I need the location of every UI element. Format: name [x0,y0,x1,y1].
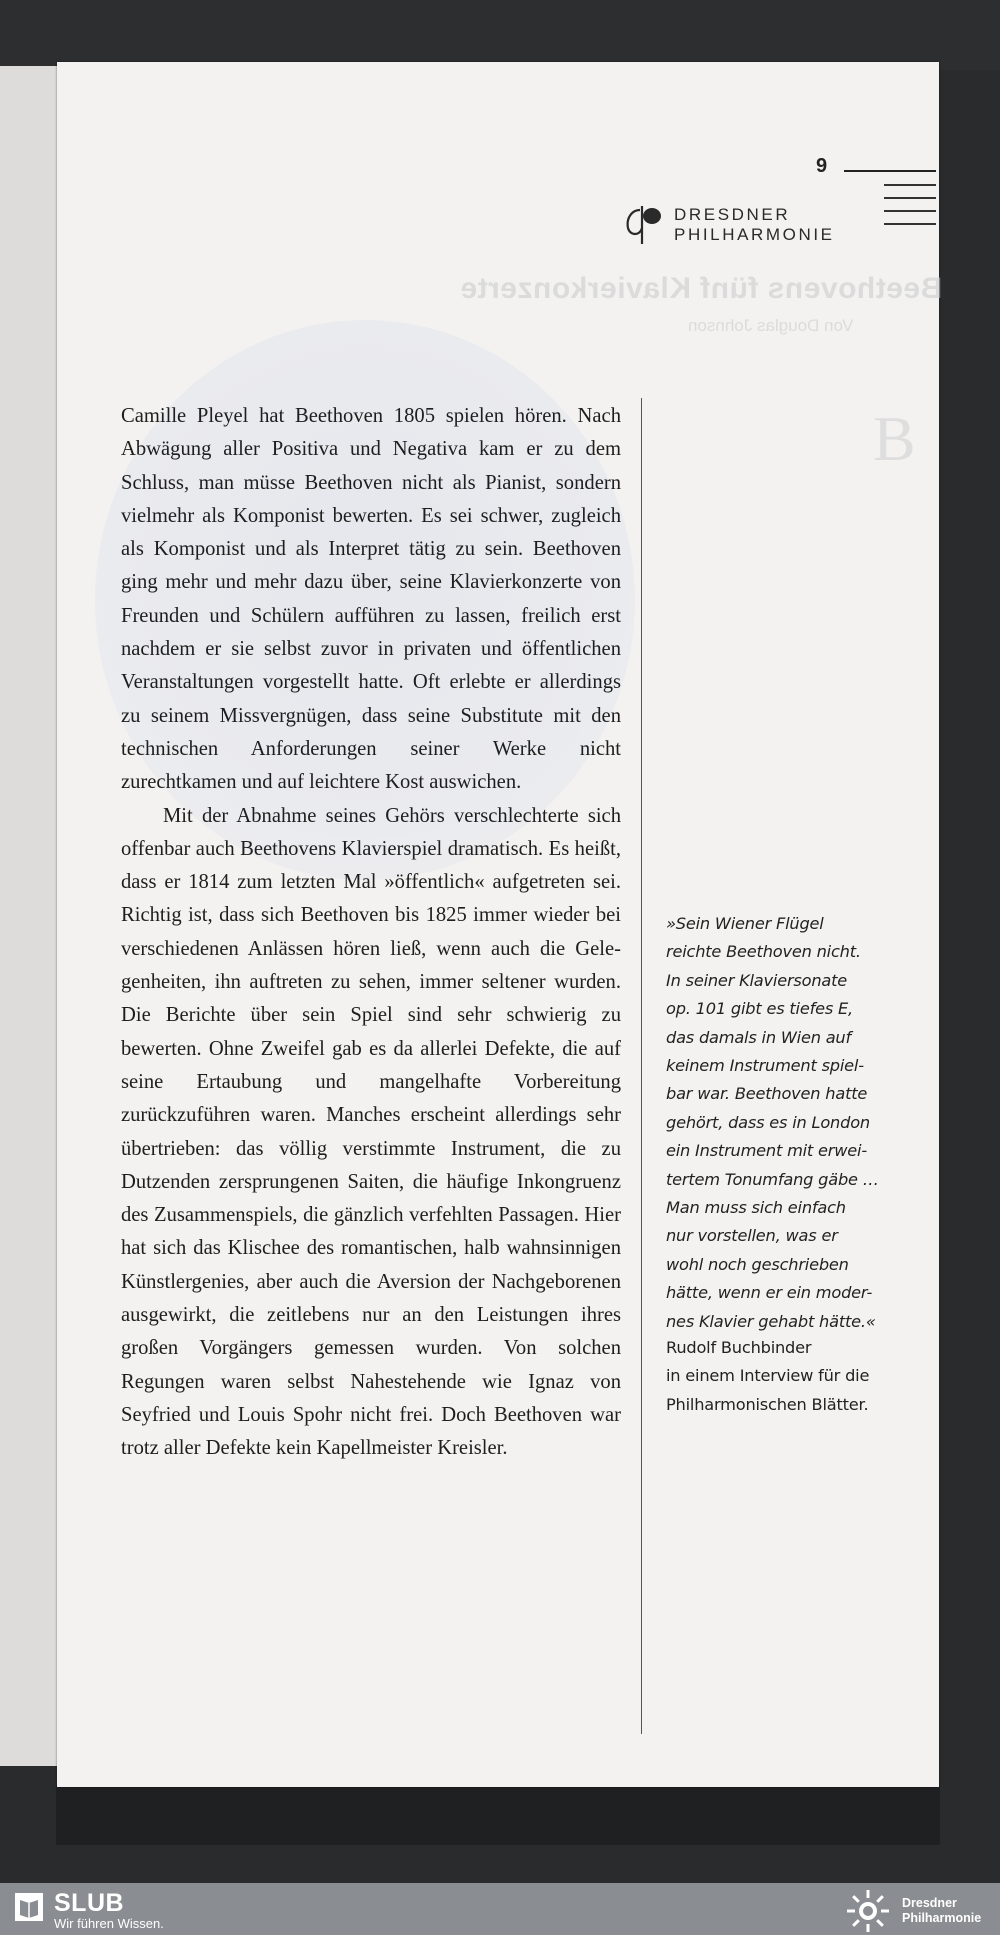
philharmonie-logo-icon [620,202,670,248]
quote-attribution [666,1334,906,1419]
quote-line: wohl noch geschrieben [666,1254,849,1274]
previous-page-edge [0,66,58,1766]
quote-line: ein Instrument mit erwei- [666,1141,867,1161]
quote-line: In seiner Klaviersonate [666,970,848,990]
logo-text-line1: DRESDNER [674,205,791,224]
pull-quote [666,910,906,1336]
quote-line: das damals in Wien auf [666,1027,851,1047]
dp-text-line1: Dresdner [902,1896,957,1910]
quote-line: »Sein Wiener Flügel [666,914,824,933]
dresdner-philharmonie-logo [620,202,835,248]
scan-background-top [0,0,1000,70]
slub-name: SLUB [54,1889,125,1917]
logo-text-line2: PHILHARMONIE [674,225,835,244]
main-body-text [121,400,621,1466]
quote-line: nes Klavier gehabt hätte.« [666,1311,876,1331]
sunburst-logo-icon [842,1889,894,1933]
slub-logo[interactable] [14,1890,164,1932]
scan-background-bottom [56,1785,940,1845]
paragraph: Camille Pleyel hat Beethoven 1805 spielen hören. Nach Abwägung aller Positiva und Negativa kam er zu dem Schluss, man müsse Beethoven nicht als Pianist, sondern vielmehr als Komponist bewerten. Es sei schwer, zugleich als Komponist und als Interpret tätig zu sein. Beethoven ging mehr und mehr dazu über, seine Klavierkonzerte von Freunden und Schülern aufführen zu lassen, freilich erst nachdem er sie selbst zuvor in privaten und öffentlichen Veranstaltungen vorgestellt hatte. Oft erlebte er allerdings zu seinem Missvergnügen, dass seine Substitute mit den technischen Anforderungen seiner Werke nicht zurechtkamen und auf leichtere Kost auswichen. [121,405,621,794]
dresdner-philharmonie-footer-logo[interactable] [842,1889,981,1933]
bleed-through-author: Von Douglas Johnson [688,316,854,335]
quote-line: nur vorstellen, was er [666,1226,838,1246]
paragraph: Mit der Abnahme seines Gehörs verschlechterte sich offenbar auch Beethovens Klavierspiel dramatisch. Es heißt, dass er 1814 zum letzten Mal »öffentlich« aufgetreten sei. Richtig ist, dass sich Beethoven bis 1825 immer wieder bei verschiedenen Anlässen hören ließ, wenn auch die Gelegenheiten, ihn auftreten zu sehen, immer seltener wurden. Die Berichte über sein Spiel sind sehr schwierig zu bewerten. Ohne Zweifel gab es da allerlei Defekte, die auf seine Ertaubung und mangelhafte Vorbereitung zurückzuführen waren. Manches erscheint allerdings sehr übertrieben: das völlig verstimmte Instrument, die zu Dutzenden zersprungenen Saiten, die häufige Inkongruenz des Zusammenspiels, die gänzlich verfehlten Passagen. Hier hat sich das Klischee des romantischen, halb wahnsinnigen Künstlergenies, aber auch die Aversion der Nachgeborenen ausgewirkt, die zeitlebens nur an den Leistungen ihres großen Vorgängers gemessen wurden. Von solchen Regungen waren selbst Nahestehende wie Ignaz von Seyfried und Louis Spohr nicht frei. Doch Beethoven war trotz aller Defekte kein Kapellmeister Kreisler. [121,804,621,1460]
slub-tagline: Wir führen Wissen. [54,1916,164,1931]
quote-line: tertem Tonumfang gäbe … [666,1169,879,1189]
quote-line: reichte Beethoven nicht. [666,942,861,962]
decorative-staff-lines [884,184,936,236]
quote-line: keinem Instrument spiel- [666,1056,864,1076]
attribution-line: in einem Interview für die [666,1366,870,1386]
column-divider [641,398,642,1734]
page-number-rule [844,170,936,172]
quote-line: op. 101 gibt es tiefes E, [666,999,854,1019]
quote-line: bar war. Beethoven hatte [666,1084,868,1104]
page-number: 9 [816,155,828,177]
attribution-line: Rudolf Buchbinder [666,1338,812,1357]
bleed-through-initial: B [873,403,916,474]
attribution-line: Philharmonischen Blätter. [666,1394,869,1414]
quote-line: gehört, dass es in London [666,1112,870,1132]
quote-line: Man muss sich einfach [666,1198,846,1218]
bleed-through-title: Beethovens fünf Klavierkonzerte [460,272,943,305]
quote-line: hätte, wenn er ein moder- [666,1283,873,1303]
dp-text-line2: Philharmonie [902,1911,982,1925]
slub-book-icon [14,1892,44,1922]
